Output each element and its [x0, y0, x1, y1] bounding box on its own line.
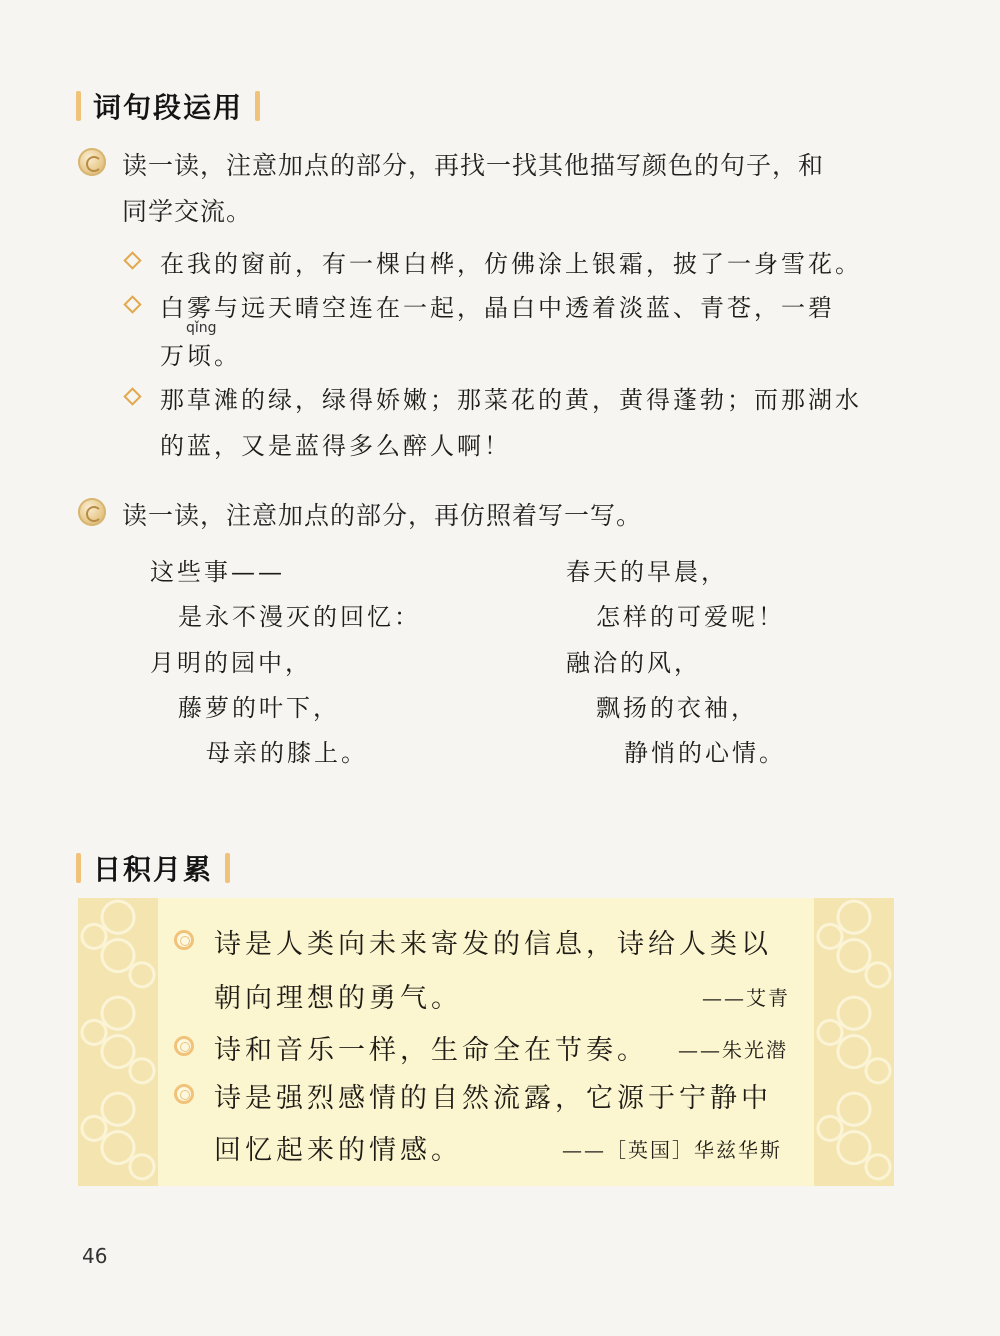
- quote-2: 诗和音乐一样，生命全在节奏。: [214, 1035, 648, 1066]
- poem-left-line-2: 是永不漫灭的回忆：: [178, 603, 421, 631]
- exercise-2-instruction: 读一读，注意加点的部分，再仿照着写一写。: [122, 501, 643, 530]
- quote-3-author: ——［英国］华兹华斯: [562, 1138, 782, 1162]
- section-title-ri-ji-yue-lei: [76, 848, 230, 888]
- poem-left-line-4: 藤萝的叶下，: [178, 694, 340, 722]
- poem-right-line-1: 春天的早晨，: [566, 558, 728, 586]
- quote-1-author: ——艾青: [702, 986, 790, 1010]
- poem-right-line-2: 怎样的可爱呢！: [596, 603, 785, 631]
- title-bar-right: [255, 91, 260, 121]
- exercise-1-instruction: 读一读，注意加点的部分，再找一找其他描写颜色的句子，和: [122, 151, 825, 180]
- example-sentence-3-cont: 的蓝，又是蓝得多么醉人啊！: [160, 432, 511, 460]
- example-sentence-2: 白雾与远天晴空连在一起，晶白中透着淡蓝、青苍，一碧: [160, 294, 835, 322]
- diamond-bullet-icon: [123, 387, 141, 405]
- poem-left-line-5: 母亲的膝上。: [206, 739, 368, 767]
- poem-left-line-1: 这些事——: [150, 558, 285, 586]
- coin-bullet-icon: [78, 498, 106, 526]
- exercise-1-instruction-cont: 同学交流。: [122, 197, 253, 226]
- section-title-text: 词句段运用: [93, 91, 244, 124]
- ring-bullet-icon: [174, 1036, 194, 1056]
- page-number: 46: [82, 1244, 108, 1268]
- ornament-right-pattern: [814, 898, 894, 1186]
- poem-right-line-5: 静悄的心情。: [624, 739, 786, 767]
- diamond-bullet-icon: [123, 295, 141, 313]
- section-title-text: 日积月累: [93, 853, 214, 886]
- example-sentence-3: 那草滩的绿，绿得娇嫩；那菜花的黄，黄得蓬勃；而那湖水: [160, 386, 862, 414]
- poem-right-line-4: 飘扬的衣袖，: [596, 694, 758, 722]
- quote-1-cont: 朝向理想的勇气。: [214, 983, 462, 1014]
- quote-2-author: ——朱光潜: [678, 1038, 788, 1062]
- diamond-bullet-icon: [123, 251, 141, 269]
- quote-1: 诗是人类向未来寄发的信息，诗给人类以: [214, 929, 772, 960]
- coin-bullet-icon: [78, 148, 106, 176]
- ring-bullet-icon: [174, 1084, 194, 1104]
- example-sentence-1: 在我的窗前，有一棵白桦，仿佛涂上银霜，披了一身雪花。: [160, 250, 862, 278]
- poem-right-line-3: 融洽的风，: [566, 649, 701, 677]
- ornament-left-pattern: [78, 898, 158, 1186]
- example-sentence-2-cont: 万顷。: [160, 342, 241, 370]
- section-title-ci-ju-duan: [76, 86, 260, 126]
- pinyin-annotation: qǐng: [186, 320, 217, 336]
- quote-3-cont: 回忆起来的情感。: [214, 1135, 462, 1166]
- ring-bullet-icon: [174, 930, 194, 950]
- title-bar-right: [225, 853, 230, 883]
- quote-3: 诗是强烈感情的自然流露，它源于宁静中: [214, 1083, 772, 1114]
- poem-left-line-3: 月明的园中，: [150, 649, 312, 677]
